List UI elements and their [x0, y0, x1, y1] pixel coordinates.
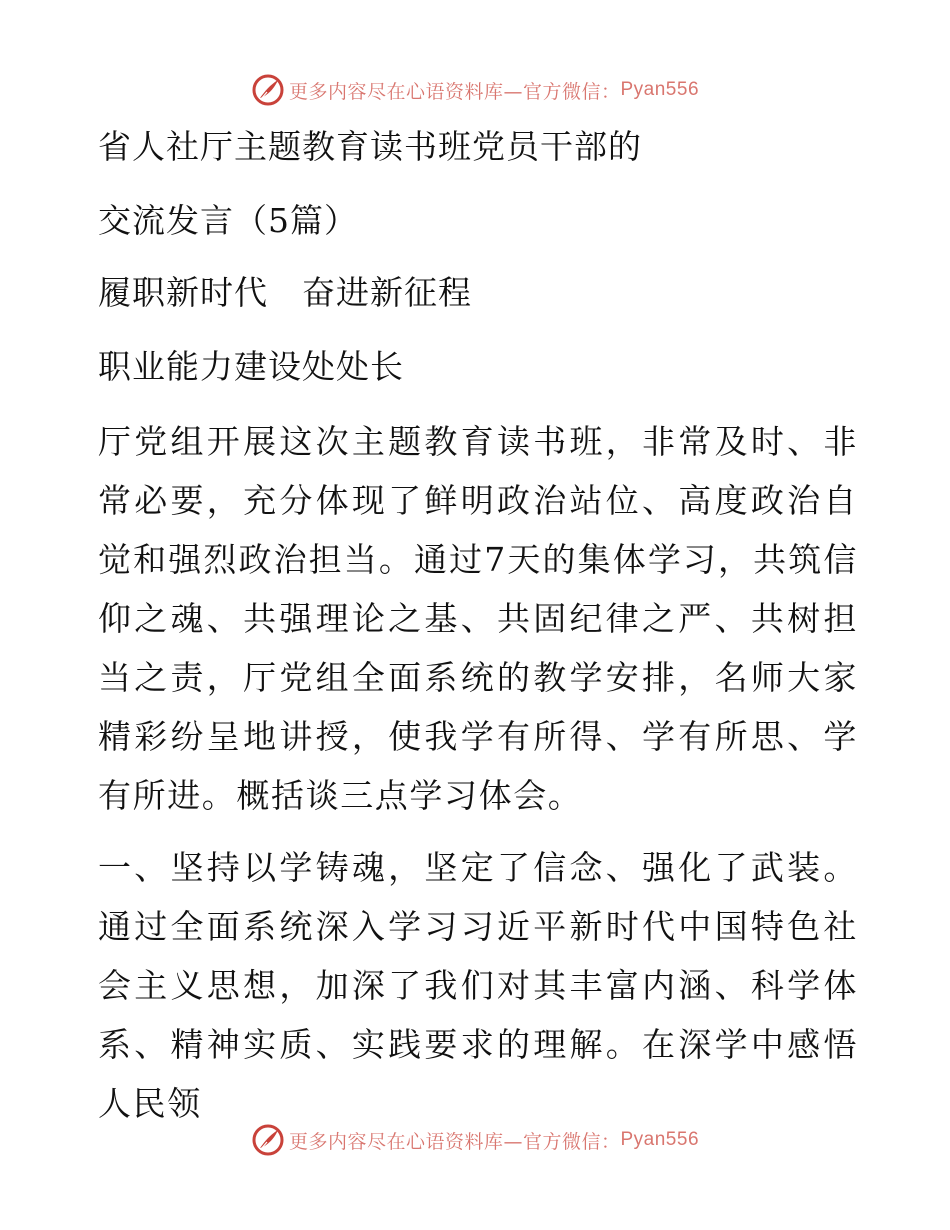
paragraph-point-one: 一、坚持以学铸魂，坚定了信念、强化了武装。通过全面系统深入学习习近平新时代中国特色社会主义思想，加深了我们对其丰富内涵、科学体系、精神实质、实践要求的理解。在深学中感悟人民领 — [98, 848, 858, 1123]
footer-watermark — [0, 1120, 950, 1160]
document-author: 职业能力建设处处长 — [98, 347, 404, 386]
watermark-wechat-id: Pyan556 — [620, 1129, 700, 1150]
document-subtitle: 履职新时代 奋进新征程 — [98, 273, 472, 312]
quill-logo-icon — [251, 1123, 285, 1157]
document-title-line-1: 省人社厅主题教育读书班党员干部的 — [98, 127, 642, 166]
paragraph-intro: 厅党组开展这次主题教育读书班，非常及时、非常必要，充分体现了鲜明政治站位、高度政治自觉和强烈政治担当。通过7天的集体学习，共筑信仰之魂、共强理论之基、共固纪律之严、共树担当之责，厅党组全面系统的教学安排，名师大家精彩纷呈地讲授，使我学有所得、学有所思、学有所进。概括谈三点学习体会。 — [98, 422, 858, 815]
watermark-wechat-id: Pyan556 — [620, 79, 700, 100]
document-title-line-2: 交流发言（5篇） — [98, 201, 358, 240]
watermark-text: 更多内容尽在心语资料库—官方微信： — [288, 1130, 621, 1153]
watermark-text: 更多内容尽在心语资料库—官方微信： — [288, 80, 621, 103]
header-watermark — [0, 70, 950, 110]
quill-logo-icon — [251, 73, 285, 107]
